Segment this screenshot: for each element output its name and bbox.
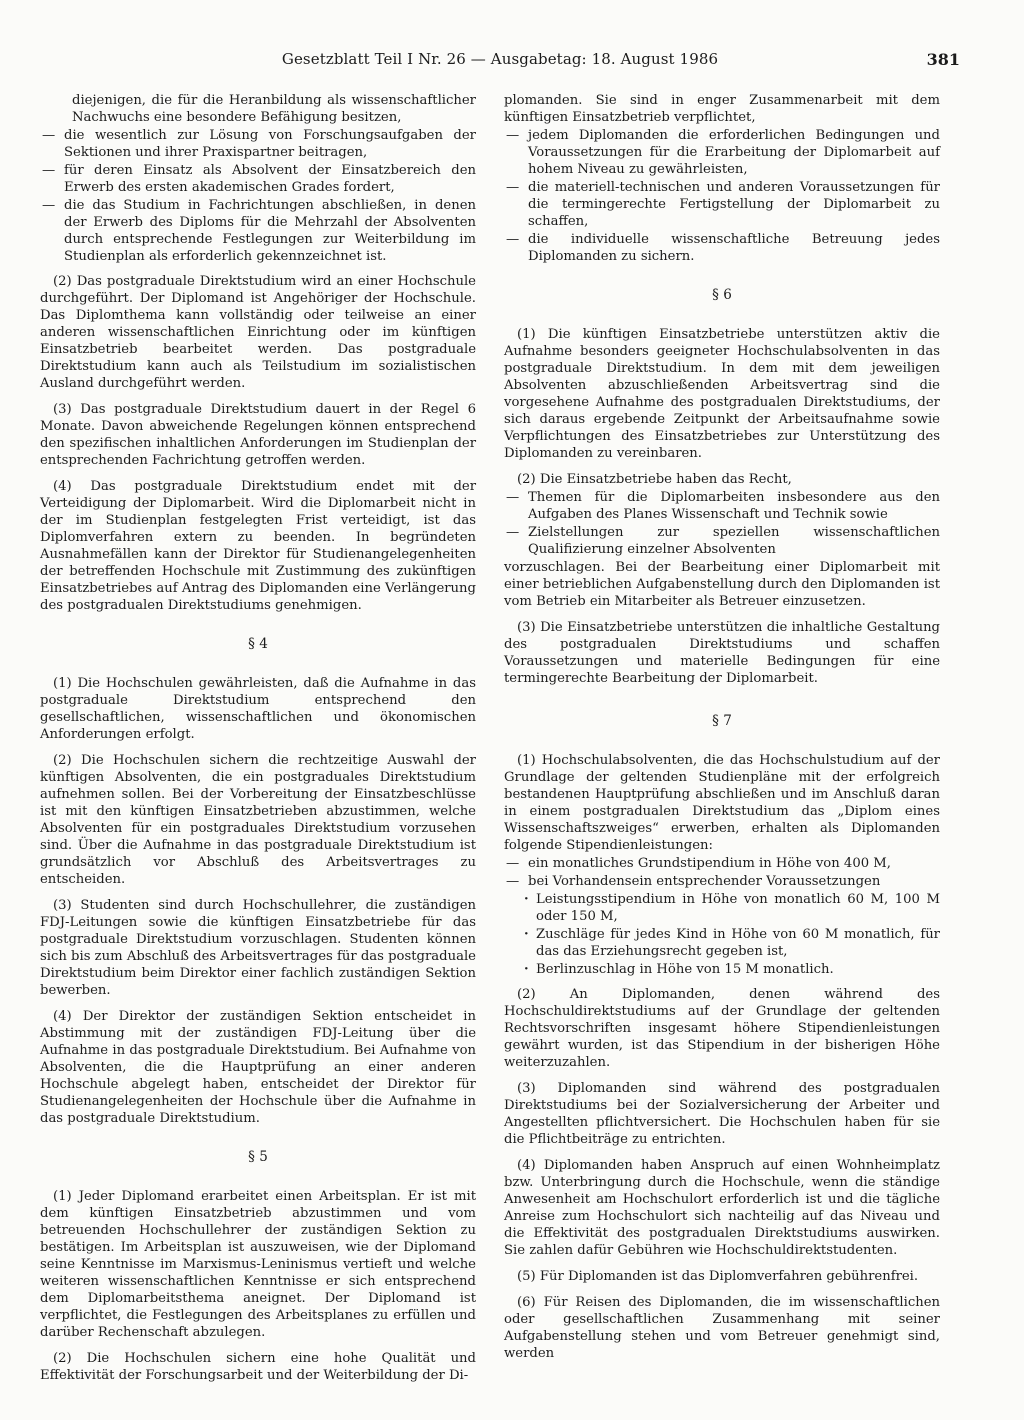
paragraph: (3) Das postgraduale Direktstudium dauert in der Regel 6 Monate. Davon abweichende Regelungen können entsprechend den spezifischen inhaltlichen Anforderungen im Studienplan der entsprechenden Fachrichtung getroffen werden. — [40, 402, 476, 468]
list-item: · Berlinzuschlag in Höhe von 15 M monatlich. — [504, 961, 940, 978]
paragraph: diejenigen, die für die Heranbildung als wissenschaftlicher Nachwuchs eine besondere Befähigung besitzen, — [72, 93, 476, 125]
paragraph: (2) An Diplomanden, denen während des Hochschuldirektstudiums auf der Grundlage der geltenden Rechtsvorschriften insgesamt höhere Stipendienleistungen gewährt wurden, ist das Stipendium in der bisherigen Höhe weiterzuzahlen. — [504, 987, 940, 1070]
paragraph: (3) Diplomanden sind während des postgradualen Direktstudiums bei der Sozialversicherung der Arbeiter und Angestellten pflichtversichert. Die Hochschulen haben für sie die Pflichtbeiträge zu entrichten. — [504, 1081, 940, 1147]
right-column — [504, 92, 940, 1371]
paragraph: (2) Die Einsatzbetriebe haben das Recht, — [517, 472, 792, 487]
dash-list — [40, 127, 476, 265]
left-column — [40, 92, 476, 1393]
paragraph: (5) Für Diplomanden ist das Diplomverfahren gebührenfrei. — [517, 1269, 919, 1284]
paragraph: (6) Für Reisen des Diplomanden, die im wissenschaftlichen oder gesellschaftlichen Zusammenhang mit seiner Aufgabenstellung stehen und vom Betreuer genehmigt sind, werden — [504, 1295, 940, 1361]
list-item: — für deren Einsatz als Absolvent der Einsatzbereich den Erwerb des ersten akademischen Grades fordert, — [40, 162, 476, 196]
list-item: — Themen für die Diplomarbeiten insbesondere aus den Aufgaben des Planes Wissenschaft und Technik sowie — [504, 489, 940, 523]
dot-list — [504, 891, 940, 978]
page-number: 381 — [926, 50, 960, 69]
section-heading: § 6 — [712, 287, 732, 303]
list-item: — die wesentlich zur Lösung von Forschungsaufgaben der Sektionen und ihrer Praxispartner beitragen, — [40, 127, 476, 161]
section-heading: § 4 — [248, 636, 268, 652]
list-item: — die individuelle wissenschaftliche Betreuung jedes Diplomanden zu sichern. — [504, 231, 940, 265]
paragraph: (1) Hochschulabsolventen, die das Hochschulstudium auf der Grundlage der geltenden Studienpläne mit der erfolgreich bestandenen Hauptprüfung abschließen und im Anschluß daran in einem postgradualen Direktstudium das „Diplom eines Wissenschaftszweiges“ erwerben, erhalten als Diplomanden folgende Stipendienleistungen: — [504, 753, 940, 853]
list-item: — ein monatliches Grundstipendium in Höhe von 400 M, — [504, 855, 940, 872]
list-item: — Zielstellungen zur speziellen wissenschaftlichen Qualifizierung einzelner Absolventen — [504, 524, 940, 558]
page-header — [40, 50, 960, 74]
dash-list — [504, 855, 940, 890]
paragraph: vorzuschlagen. Bei der Bearbeitung einer Diplomarbeit mit einer betrieblichen Aufgabenstellung durch den Diplomanden ist vom Betrieb ein Mitarbeiter als Betreuer einzusetzen. — [504, 560, 940, 609]
paragraph: (4) Diplomanden haben Anspruch auf einen Wohnheimplatz bzw. Unterbringung durch die Hochschule, wenn die ständige Anwesenheit am Hochschulort erforderlich ist und die tägliche Anreise zum Hochschulort sich nachteilig auf das Niveau und die Effektivität des postgradualen Direktstudiums auswirken. Sie zahlen dafür Gebühren wie Hochschuldirektstudenten. — [504, 1158, 940, 1258]
list-item: · Zuschläge für jedes Kind in Höhe von 60 M monatlich, für das das Erziehungsrecht gegeben ist, — [504, 926, 940, 960]
paragraph: (3) Studenten sind durch Hochschullehrer, die zuständigen FDJ-Leitungen sowie die künftigen Einsatzbetriebe für das postgraduale Direktstudium vorzuschlagen. Studenten können sich bis zum Abschluß des Arbeitsvertrages für das postgraduale Direktstudium beim Direktor einer fachlich zuständigen Sektion bewerben. — [40, 898, 476, 998]
header-title: Gesetzblatt Teil I Nr. 26 — Ausgabetag: 18. August 1986 — [281, 50, 719, 68]
paragraph: plomanden. Sie sind in enger Zusammenarbeit mit dem künftigen Einsatzbetrieb verpflichtet, — [504, 93, 940, 125]
paragraph: (3) Die Einsatzbetriebe unterstützen die inhaltliche Gestaltung des postgradualen Direktstudiums und schaffen Voraussetzungen und materielle Bedingungen für eine termingerechte Bearbeitung der Diplomarbeit. — [504, 620, 940, 686]
list-item: · Leistungsstipendium in Höhe von monatlich 60 M, 100 M oder 150 M, — [504, 891, 940, 925]
list-item: — die materiell-technischen und anderen Voraussetzungen für die termingerechte Fertigstellung der Diplomarbeit zu schaffen, — [504, 179, 940, 230]
paragraph: (1) Die Hochschulen gewährleisten, daß die Aufnahme in das postgraduale Direktstudium entsprechend den gesellschaftlichen, wissenschaftlichen und ökonomischen Anforderungen erfolgt. — [40, 676, 476, 742]
section-heading: § 7 — [712, 713, 732, 729]
paragraph: (1) Jeder Diplomand erarbeitet einen Arbeitsplan. Er ist mit dem künftigen Einsatzbetrieb abzustimmen und vom betreuenden Hochschullehrer der zuständigen Sektion zu bestätigen. Im Arbeitsplan ist auszuweisen, wie der Diplomand seine Kenntnisse im Marxismus-Leninismus vertieft und welche weiteren wissenschaftlichen Kenntnisse er sich entsprechend dem Diplomarbeitsthema aneignet. Der Diplomand ist verpflichtet, die Festlegungen des Arbeitsplanes zu erfüllen und darüber Rechenschaft abzulegen. — [40, 1189, 476, 1340]
dash-list — [504, 127, 940, 265]
list-item: — jedem Diplomanden die erforderlichen Bedingungen und Voraussetzungen für die Erarbeitung der Diplomarbeit auf hohem Niveau zu gewährleisten, — [504, 127, 940, 178]
paragraph: (4) Das postgraduale Direktstudium endet mit der Verteidigung der Diplomarbeit. Wird die Diplomarbeit nicht in der im Studienplan festgelegten Frist verteidigt, ist das Diplomverfahren extern zu beenden. In begründeten Ausnahmefällen kann der Direktor für Studienangelegenheiten der betreffenden Hochschule mit Zustimmung des zukünftigen Einsatzbetriebes auf Antrag des Diplomanden eine Verlängerung des postgradualen Direktstudiums genehmigen. — [40, 479, 476, 613]
list-item: — die das Studium in Fachrichtungen abschließen, in denen der Erwerb des Diploms für die Mehrzahl der Absolventen durch entsprechende Festlegungen zur Weiterbildung im Studienplan als erforderlich gekennzeichnet ist. — [40, 197, 476, 265]
paragraph: (2) Die Hochschulen sichern die rechtzeitige Auswahl der künftigen Absolventen, die ein postgraduales Direktstudium aufnehmen sollen. Bei der Vorbereitung der Einsatzbeschlüsse ist mit den künftigen Einsatzbetrieben abzustimmen, welche Absolventen für ein postgraduales Direktstudium vorzusehen sind. Über die Aufnahme in das postgraduale Direktstudium ist grundsätzlich vor Abschluß des Arbeitsvertrages zu entscheiden. — [40, 753, 476, 887]
paragraph: (4) Der Direktor der zuständigen Sektion entscheidet in Abstimmung mit der zuständigen FDJ-Leitung über die Aufnahme in das postgraduale Direktstudium. Bei Aufnahme von Absolventen, die die Hauptprüfung an einer anderen Hochschule abgelegt haben, entscheidet der Direktor für Studienangelegenheiten der Hochschule über die Aufnahme in das postgraduale Direktstudium. — [40, 1009, 476, 1126]
paragraph: (2) Die Hochschulen sichern eine hohe Qualität und Effektivität der Forschungsarbeit und der Weiterbildung der Di- — [40, 1351, 476, 1383]
paragraph: (2) Das postgraduale Direktstudium wird an einer Hochschule durchgeführt. Der Diplomand ist Angehöriger der Hochschule. Das Diplomthema kann vollständig oder teilweise an einer anderen wissenschaftlichen Einrichtung oder im künftigen Einsatzbetrieb bearbeitet werden. Das postgraduale Direktstudium kann auch als Teilstudium im sozialistischen Ausland durchgeführt werden. — [40, 274, 476, 391]
paragraph: (1) Die künftigen Einsatzbetriebe unterstützen aktiv die Aufnahme besonders geeigneter Hochschulabsolventen in das postgraduale Direktstudium. In dem mit dem jeweiligen Absolventen abzuschließenden Arbeitsvertrag sind die vorgesehene Aufnahme des postgradualen Direktstudiums, der sich daraus ergebende Zeitpunkt der Arbeitsaufnahme sowie Verpflichtungen des Einsatzbetriebes zur Unterstützung des Diplomanden zu vereinbaren. — [504, 327, 940, 461]
dash-list — [504, 489, 940, 558]
list-item: — bei Vorhandensein entsprechender Voraussetzungen — [504, 873, 940, 890]
section-heading: § 5 — [248, 1149, 268, 1165]
